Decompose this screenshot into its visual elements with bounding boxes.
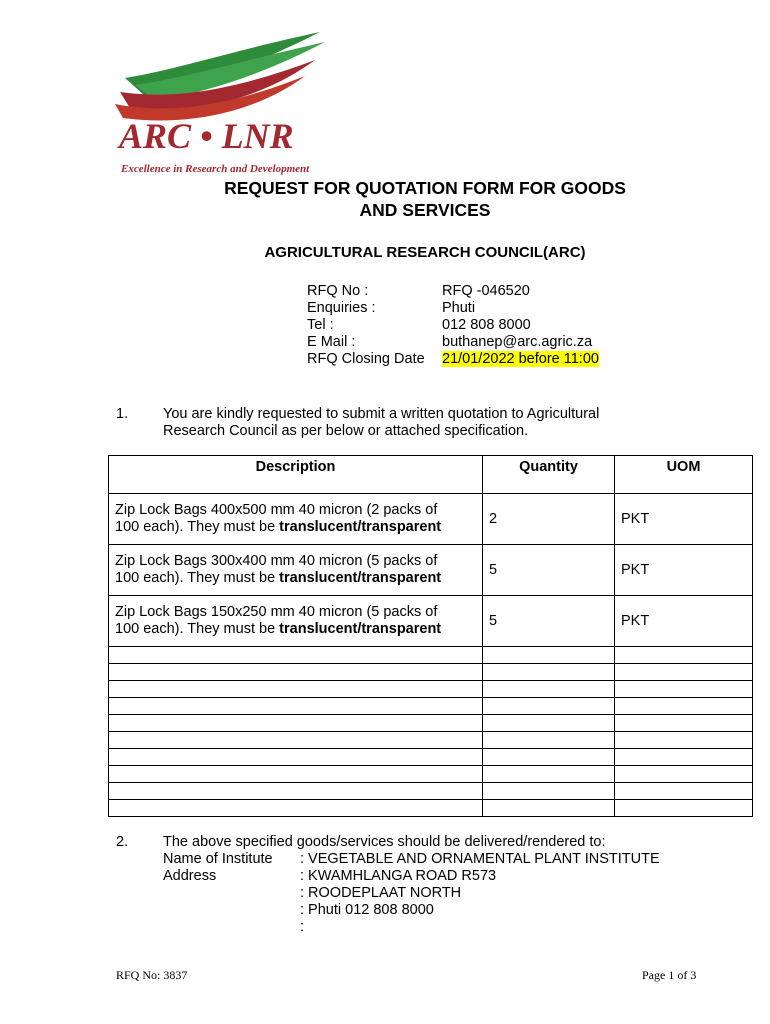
info-label-rfq-no: RFQ No : [307,283,369,299]
info-label-email: E Mail : [307,334,356,350]
info-label-enquiries: Enquiries : [307,300,376,316]
row-description: Zip Lock Bags 300x400 mm 40 micron (5 packs of 100 each). They must be translucent/transparent [109,545,483,596]
empty-row [109,681,753,698]
info-label-tel: Tel : [307,317,334,333]
row-uom: PKT [615,596,753,647]
logo-text: ARC • LNR [119,116,294,156]
table-header-row [109,456,753,494]
logo-tagline: Excellence in Research and Development [121,163,310,175]
rfq-info-labels [307,283,425,368]
form-title-line-2: AND SERVICES [359,200,491,220]
empty-row [109,800,753,817]
footer-page-number: Page 1 of 3 [642,968,697,982]
row-description: Zip Lock Bags 150x250 mm 40 micron (5 packs of 100 each). They must be translucent/transparent [109,596,483,647]
footer-rfq-number: RFQ No: 3837 [116,968,188,982]
section-1-line-2: Research Council as per below or attached specification. [163,423,529,439]
row-uom: PKT [615,494,753,545]
address-line: : ROODEPLAAT NORTH [300,885,462,901]
info-value-closing-date: 21/01/2022 before 11:00 [442,351,599,367]
section-1-text [163,406,599,440]
table-row [109,596,753,647]
address-line: : [300,919,305,935]
row-description: Zip Lock Bags 400x500 mm 40 micron (2 packs of 100 each). They must be translucent/transparent [109,494,483,545]
form-title-line-1: REQUEST FOR QUOTATION FORM FOR GOODS [224,178,626,198]
section-2-number: 2. [116,834,129,850]
info-label-closing-date: RFQ Closing Date [307,351,425,367]
address-line: : KWAMHLANGA ROAD R573 [300,868,497,884]
name-of-institute-label: Name of Institute [163,851,273,867]
row-quantity: 5 [483,545,615,596]
empty-row [109,698,753,715]
specification-table [108,455,753,817]
info-value-tel: 012 808 8000 [442,317,531,333]
table-row [109,494,753,545]
rfq-info-values [442,283,599,368]
row-quantity: 2 [483,494,615,545]
row-quantity: 5 [483,596,615,647]
empty-row [109,715,753,732]
info-value-enquiries: Phuti [442,300,476,316]
header-description: Description [109,456,483,494]
address-lines [300,868,496,936]
row-uom: PKT [615,545,753,596]
empty-row [109,647,753,664]
table-row [109,545,753,596]
empty-row [109,732,753,749]
header-uom: UOM [615,456,753,494]
organization-heading: AGRICULTURAL RESEARCH COUNCIL(ARC) [264,244,586,261]
address-line: : Phuti 012 808 8000 [300,902,434,918]
name-of-institute-value: : VEGETABLE AND ORNAMENTAL PLANT INSTITUTE [300,851,660,867]
info-value-rfq-no: RFQ -046520 [442,283,530,299]
section-2-intro: The above specified goods/services should be delivered/rendered to: [163,834,606,850]
empty-row [109,766,753,783]
empty-row [109,664,753,681]
logo-swoosh-icon [115,32,325,120]
header-quantity: Quantity [483,456,615,494]
section-1-number: 1. [116,406,129,422]
section-1-line-1: You are kindly requested to submit a written quotation to Agricultural [163,406,600,422]
empty-row [109,783,753,800]
arc-lnr-logo [115,30,335,180]
empty-row [109,749,753,766]
info-value-email: buthanep@arc.agric.za [442,334,593,350]
address-label: Address [163,868,217,884]
